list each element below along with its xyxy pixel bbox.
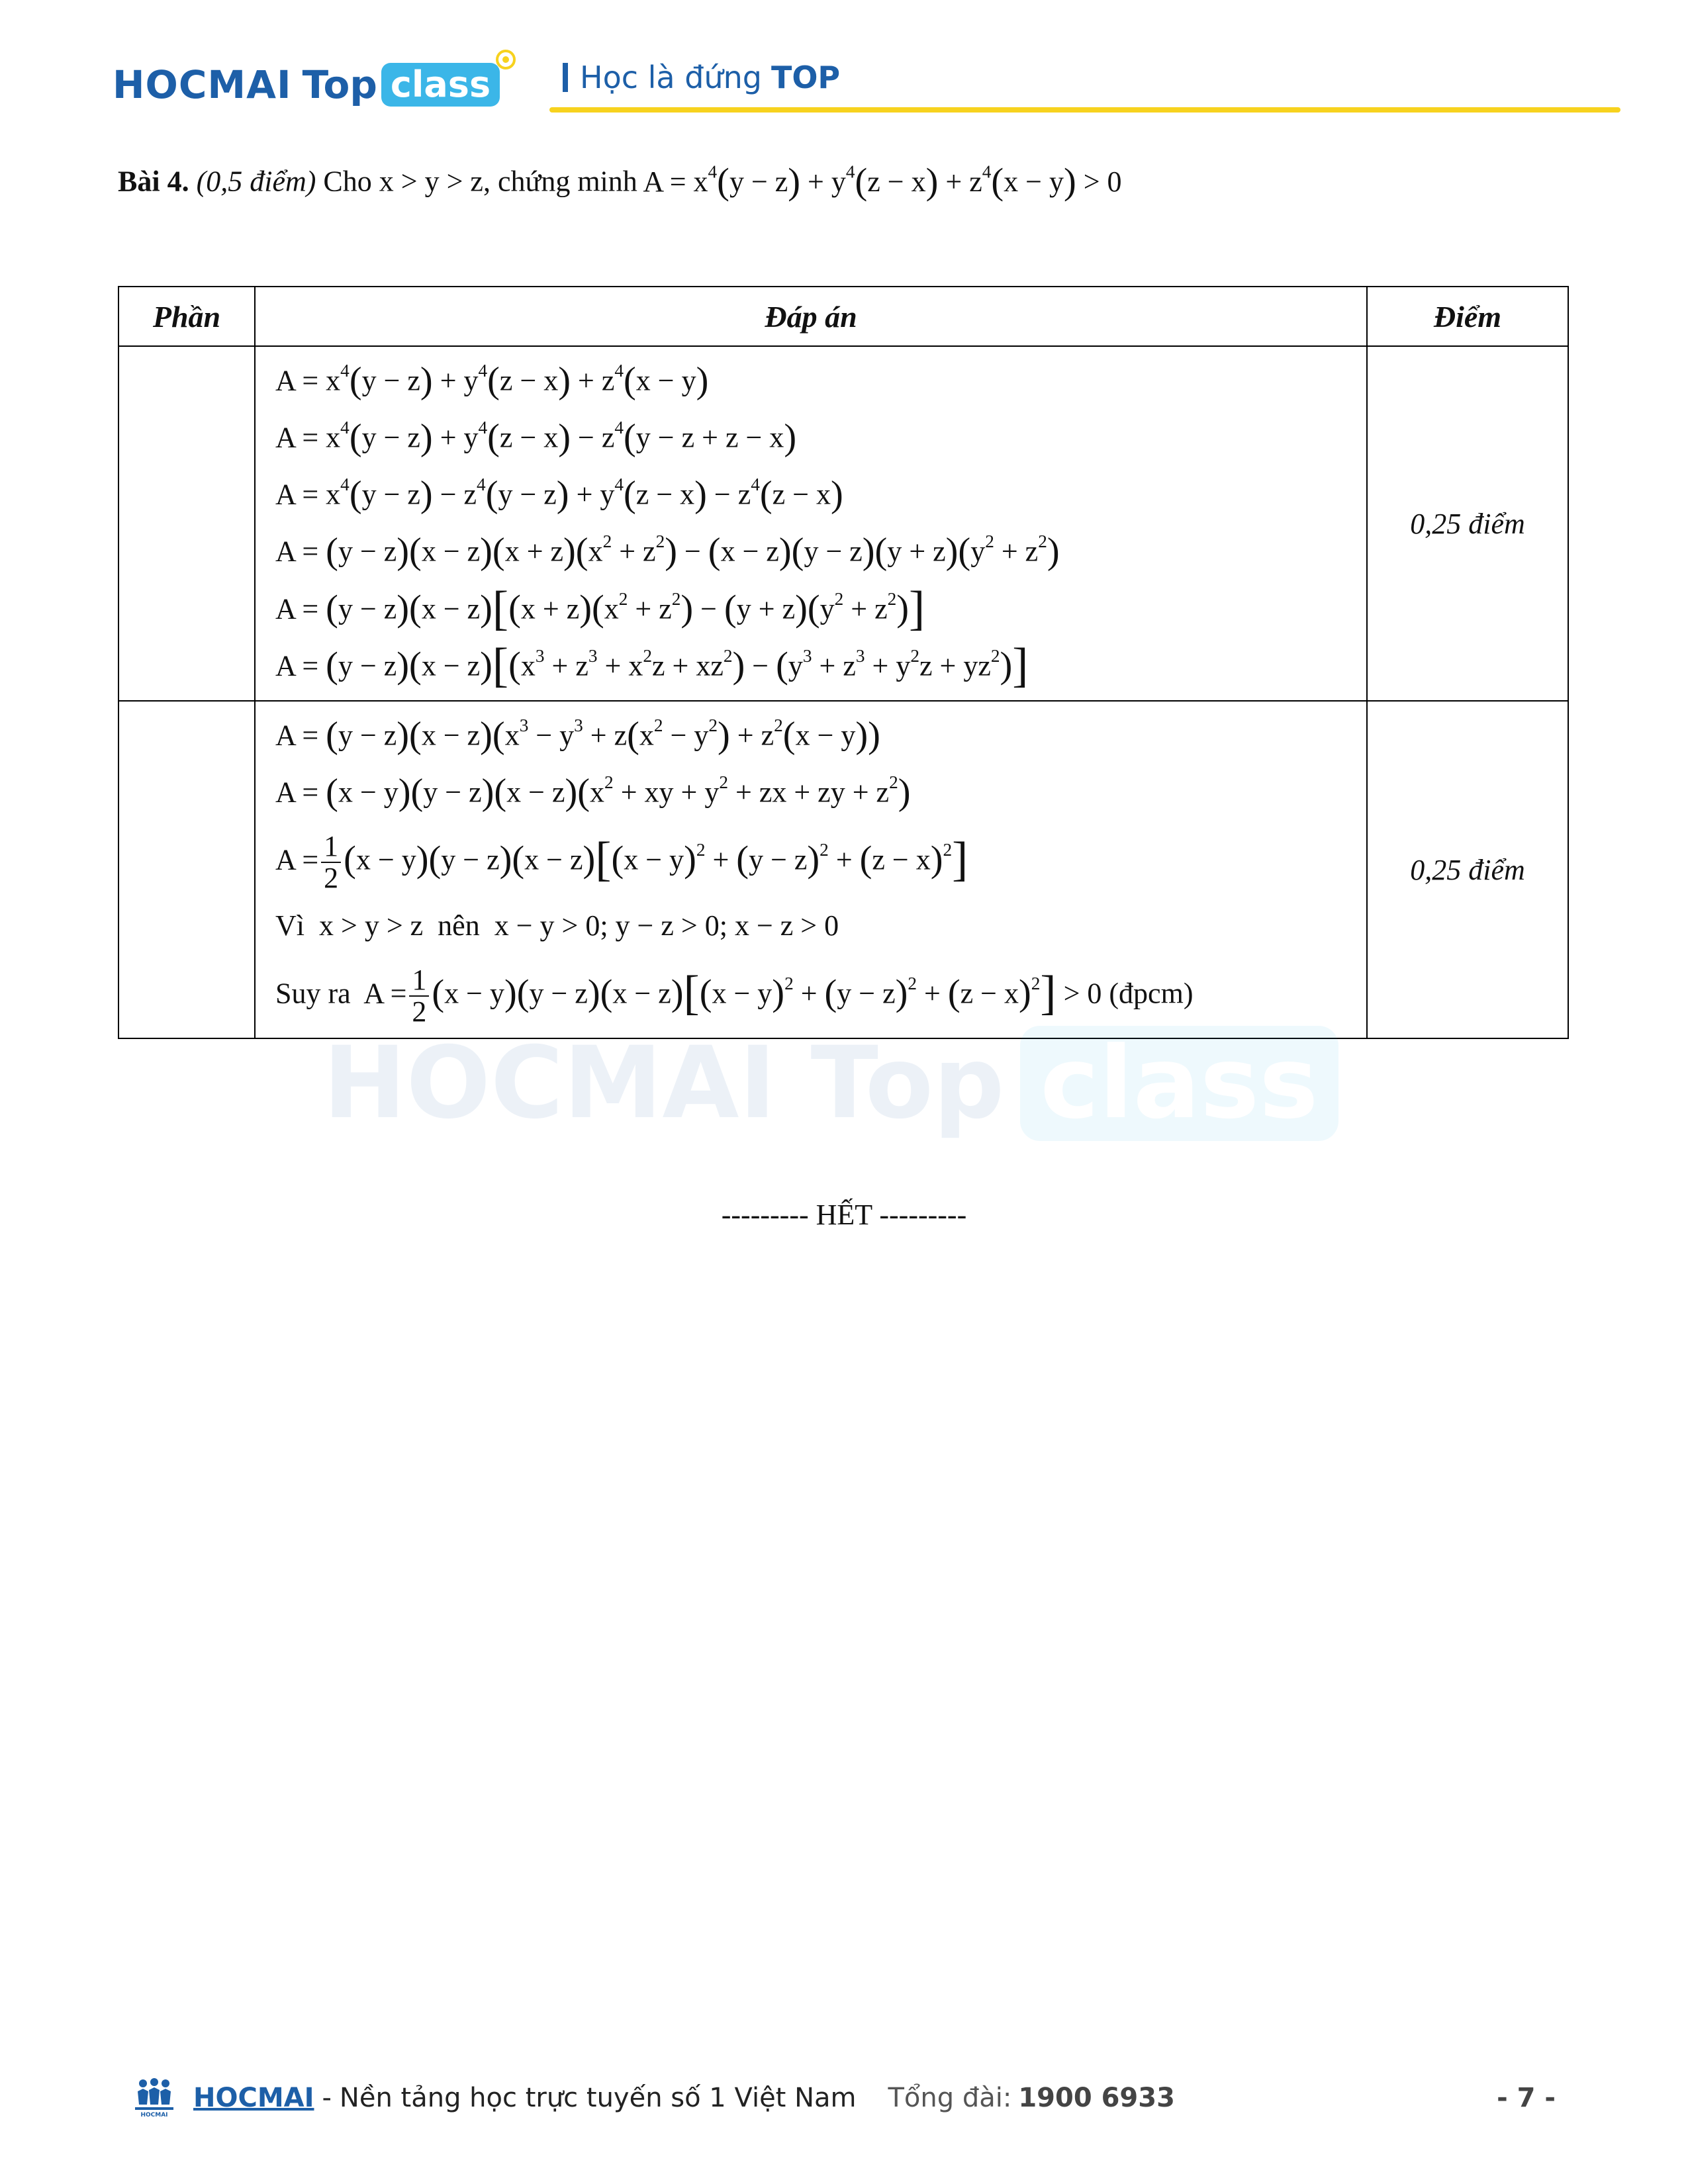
problem-expression: $A = x^4(y - z) + y^4(z - x) + z^4(x - y) > 0$ [643, 161, 1122, 202]
problem-statement [118, 161, 1122, 202]
fraction-half: $\frac{1}{2}$ [321, 831, 341, 893]
logo-class-text: class [390, 64, 491, 105]
formula-line-6: $A = (y - z)(x - z)[(x^3 + z^3 + x^2z + xz^2) - (y^3 + z^3 + y^2z + yz^2)]$ [275, 638, 1029, 692]
part-cell [118, 701, 255, 1038]
footer-separator: - [322, 2083, 332, 2113]
table-row [118, 346, 1568, 701]
problem-points: (0,5 điểm) [196, 165, 316, 198]
fraction-half: $\frac{1}{2}$ [409, 965, 429, 1027]
formula-line-9: A = $\frac{1}{2}$ $(x - y)(y - z)(x - z)[(x - y)^2 + (y - z)^2 + (z - x)^2]$ [275, 830, 968, 895]
score-cell: 0,25 điểm [1367, 346, 1568, 701]
score-cell: 0,25 điểm [1367, 701, 1568, 1038]
table-row [118, 701, 1568, 1038]
hocmai-topclass-logo [113, 58, 500, 111]
page-number: - 7 - [1497, 2083, 1556, 2113]
header-part: Phần [118, 287, 255, 346]
answer-cell [255, 701, 1367, 1038]
logo-top: Top [302, 62, 377, 107]
answer-cell [255, 346, 1367, 701]
tagline-divider [563, 63, 568, 92]
formula-line-3: $A = x^4(y - z) - z^4(y - z) + y^4(z - x) - z^4(z - x)$ [275, 474, 843, 515]
formula-line-10: Vì x > y > z nên x − y > 0; y − z > 0; x − z > 0 [275, 909, 839, 942]
page-footer [132, 2078, 1556, 2118]
formula-line-4: $A = (y - z)(x - z)(x + z)(x^2 + z^2) - (x - z)(y - z)(y + z)(y^2 + z^2)$ [275, 531, 1060, 572]
tagline-text: Học là đứng [580, 60, 762, 95]
header-underline [549, 107, 1620, 113]
formula-line-2: $A = x^4(y - z) + y^4(z - x) - z^4(y - z + z - x)$ [275, 417, 797, 458]
footer-hotline-label: Tổng đài: [888, 2083, 1012, 2113]
logo-class [381, 63, 500, 107]
problem-prove: , chứng minh [483, 165, 637, 198]
problem-cho: Cho [323, 165, 372, 198]
footer-brand-link[interactable]: HOCMAI [193, 2083, 314, 2113]
formula-line-8: $A = (x - y)(y - z)(x - z)(x^2$ + xy + $y^2$ + zx + zy + $z^2$) [275, 772, 911, 813]
problem-label: Bài 4. [118, 165, 189, 198]
part-cell [118, 346, 255, 701]
header-answer: Đáp án [255, 287, 1367, 346]
formula-line-1: $A = x^4(y - z) + y^4(z - x) + z^4(x - y)$ [275, 360, 709, 401]
formula-line-5: $A = (y - z)(x - z)[(x + z)(x^2 + z^2) - (y + z)(y^2 + z^2)]$ [275, 581, 925, 635]
watermark: HOCMAI Top class [323, 1026, 1338, 1141]
tagline-top: TOP [771, 60, 841, 95]
header-score: Điểm [1367, 287, 1568, 346]
hocmai-logo-icon [132, 2078, 176, 2118]
logo-caption: HOCMAI [140, 2112, 168, 2118]
formula-line-7: $A = (y - z)(x - z)(x^3 - y^3 + z(x^2 - y^2) + z^2(x - y))$ [275, 715, 880, 756]
formula-line-11: Suy ra A = $\frac{1}{2}$ $(x - y)(y - z)(x - z)[(x - y)^2 + (y - z)^2 + (z - x)^2] > 0$ (đpcm) [275, 964, 1194, 1028]
footer-hotline: 1900 6933 [1018, 2083, 1175, 2113]
problem-condition: x > y > z [379, 165, 483, 198]
tagline [563, 60, 840, 95]
sun-icon [494, 48, 517, 71]
end-mark: --------- HẾT --------- [721, 1199, 967, 1231]
footer-description: Nền tảng học trực tuyến số 1 Việt Nam [339, 2083, 857, 2113]
table-header-row [118, 287, 1568, 346]
logo-brand: HOCMAI [113, 62, 292, 107]
answer-table [118, 286, 1569, 1039]
page-header [113, 40, 1516, 119]
